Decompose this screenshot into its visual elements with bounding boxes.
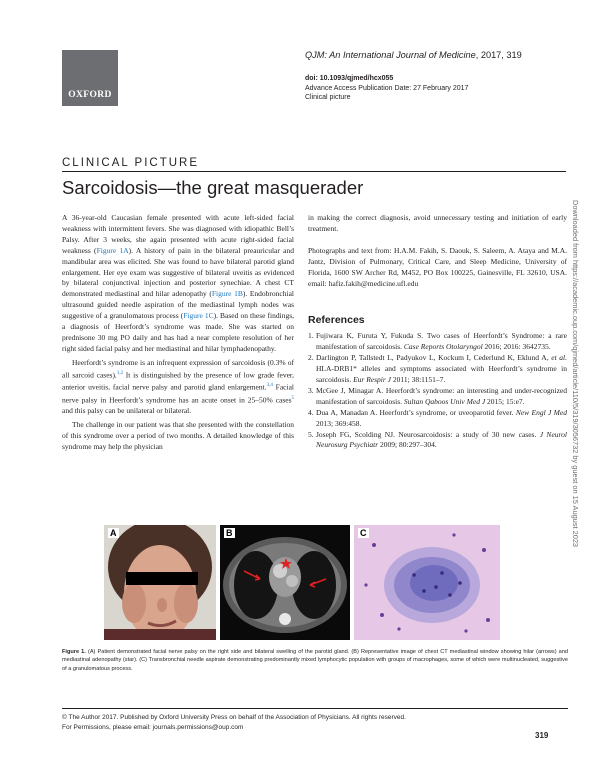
journal-citation (305, 50, 565, 60)
figure-panel-b-ct (220, 525, 350, 640)
reference-item (308, 408, 567, 430)
figure-caption-text: (A) Patient demonstrated facial nerve palsy on the right side and bilateral swelling of the parotid gland. (B) Representative image of chest CT mediastinal window showing hilar (arrows) and mediastinal adenopathy (star). (C) Transbronchial needle aspirate demonstrating predominantly mixed lymphocytic population with groups of macrophages, some of which were multinucleated, suggestive of a granulomatous process. (62, 649, 569, 672)
copyright-notice: © The Author 2017. Published by Oxford University Press on behalf of the Association of Physicians. All rights reserved. (62, 714, 406, 721)
reference-list (308, 331, 567, 451)
publisher-logo (62, 50, 118, 106)
panel-b-label: B (226, 528, 233, 538)
body-left-column (62, 213, 294, 453)
reference-text: Darlington P, Tallstedt L, Padyukov L, Kockum I, Cederlund K, Eklund A, et al. HLA-DRB1* alleles and symptoms associated with Heerfordt’s syndrome in sarcoidosis. Eur Respir J 2011; 38:1151–7. (316, 353, 568, 384)
reference-number: 3. (308, 385, 314, 395)
figure-link[interactable]: Figure 1B (211, 289, 243, 299)
doi[interactable]: doi: 10.1093/qjmed/hcx055 (305, 75, 394, 82)
reference-text: Joseph FG, Scolding NJ. Neurosarcoidosis: a study of 30 new cases. J Neurol Neurosurg Psychiatr 2009; 80:297–304. (316, 429, 567, 450)
acknowledgement: Photographs and text from: H.A.M. Fakih, S. Daouk, S. Saleem, A. Ataya and M.A. Jantz, Division of Pulmonary, Critical Care, and Sleep Medicine, University of Florida, 1600 SW Archer Rd, M452, PO Box 100225, Gainesville, FL 32610, USA. email: hafiz.fakih@medicine.ufl.edu (308, 245, 567, 288)
reference-text: Fujiwara K, Furuta Y, Fukuda S. Two cases of Heerfordt’s Syndrome: a rare manifestation of sarcoidosis. Case Reports Otolaryngol 2016; 2016: 3642735. (316, 331, 567, 352)
body-text: It is distinguished by the presence of low grade fever, anterior uveitis, facial nerve palsy and parotid gland enlargement. (62, 370, 294, 392)
body-right-column (308, 213, 567, 451)
body-paragraph-2 (62, 358, 294, 417)
patient-face-photo (104, 525, 216, 640)
page-title: Sarcoidosis—the great masquerader (62, 177, 364, 198)
permissions-notice: For Permissions, please email: journals.permissions@oup.com (62, 723, 244, 731)
section-label: CLINICAL PICTURE (62, 157, 200, 169)
body-text: ). Endobronchial ultrasound guided needle aspiration of the mediastinal lymph nodes was suggestive of a granulomatous process ( (62, 289, 294, 321)
body-text: A 36-year-old Caucasian female presented with acute left-sided facial weakness with intermittent fevers. She was diagnosed with idiopathic Bell’s Palsy. After 3 weeks, she again presented with acute right-sided facial weakness ( (62, 213, 294, 255)
header-rule (62, 171, 566, 172)
reference-text: Dua A, Manadan A. Heerfordt’s syndrome, or uveoparotid fever. New Engl J Med 2013; 369:458. (316, 407, 568, 428)
figure-panel-c-cytology (354, 525, 500, 640)
reference-number: 4. (308, 407, 314, 417)
journal-name: QJM: An International Journal of Medicine (305, 50, 476, 60)
reference-item (308, 331, 567, 353)
reference-item (308, 430, 567, 452)
publisher-logo-text: OXFORD (68, 90, 112, 100)
reference-item (308, 386, 567, 408)
figure-link[interactable]: Figure 1C (183, 311, 214, 321)
panel-a-label: A (110, 528, 117, 538)
figure-panel-a-photo (104, 525, 216, 640)
download-note[interactable]: Downloaded from https://academic.oup.com/qjmed/article/110/5/319/3056732 by guest on 15 August 2023 (571, 200, 580, 548)
reference-number: 1. (308, 331, 314, 341)
article-type: Clinical picture (305, 94, 351, 101)
body-text: ). Based on these findings, a diagnosis of Heerfordt’s syndrome was made. She was started on prednisone 30 mg PO daily and has had a near complete resolution of her right sided facial palsy and her mediastinal and hilar lymphadenopathy. (62, 311, 294, 353)
reference-number: 5. (308, 429, 314, 439)
article-meta (305, 74, 565, 103)
citation-link[interactable]: 3,4 (266, 383, 273, 389)
reference-item (308, 353, 567, 386)
body-text: Facial nerve palsy in Heerfordt’s syndrome has an acute onset in 25–50% cases (62, 382, 295, 404)
figure-link[interactable]: Figure 1A (96, 245, 129, 255)
figure-caption-label: Figure 1. (62, 649, 86, 655)
body-paragraph-1 (62, 213, 294, 355)
figure-caption (62, 648, 568, 673)
panel-c-label: C (360, 528, 367, 538)
body-paragraph-3: The challenge in our patient was that she presented with the constellation of this syndrome over a period of two months. A detailed knowledge of this syndrome may help the physician (62, 419, 294, 451)
body-paragraph-4: in making the correct diagnosis, avoid unnecessary testing and initiation of early treatment. (308, 213, 567, 233)
journal-year-page: , 2017, 319 (475, 50, 522, 60)
figure-1 (104, 525, 500, 640)
references-heading: References (308, 314, 365, 327)
reference-text: McGee J, Minagar A. Heerfordt’s syndrome: an interesting and under-recognized manifestation of sarcoidosis. Sultan Qaboos Univ Med J 2015; 15:e7. (316, 385, 567, 406)
advance-access-date: Advance Access Publication Date: 27 February 2017 (305, 84, 469, 92)
chest-ct-image (220, 525, 350, 640)
journal-header (305, 50, 565, 103)
page-number: 319 (535, 731, 549, 740)
citation-link[interactable]: 1,2 (116, 370, 124, 376)
body-text: ). A history of pain in the bilateral preauricular and mandibular area was elicited. She was found to have bilateral parotid gland enlargement. Her eye exam was suggestive of bilateral uveitis as evidenced by bilateral conjunctival injection and posterior synechiae. A chest CT demonstrated mediastinal and hilar adenopathy ( (62, 245, 294, 299)
cytology-micrograph (354, 525, 500, 640)
copyright-footer (62, 708, 568, 732)
citation-link[interactable]: 5 (291, 395, 294, 401)
reference-number: 2. (308, 353, 314, 363)
body-text: and this palsy can be unilateral or bilateral. (62, 405, 192, 415)
body-text: Heerfordt’s syndrome is an infrequent expression of sarcoidosis (0.3% of all sarcoid cases). (62, 357, 294, 380)
